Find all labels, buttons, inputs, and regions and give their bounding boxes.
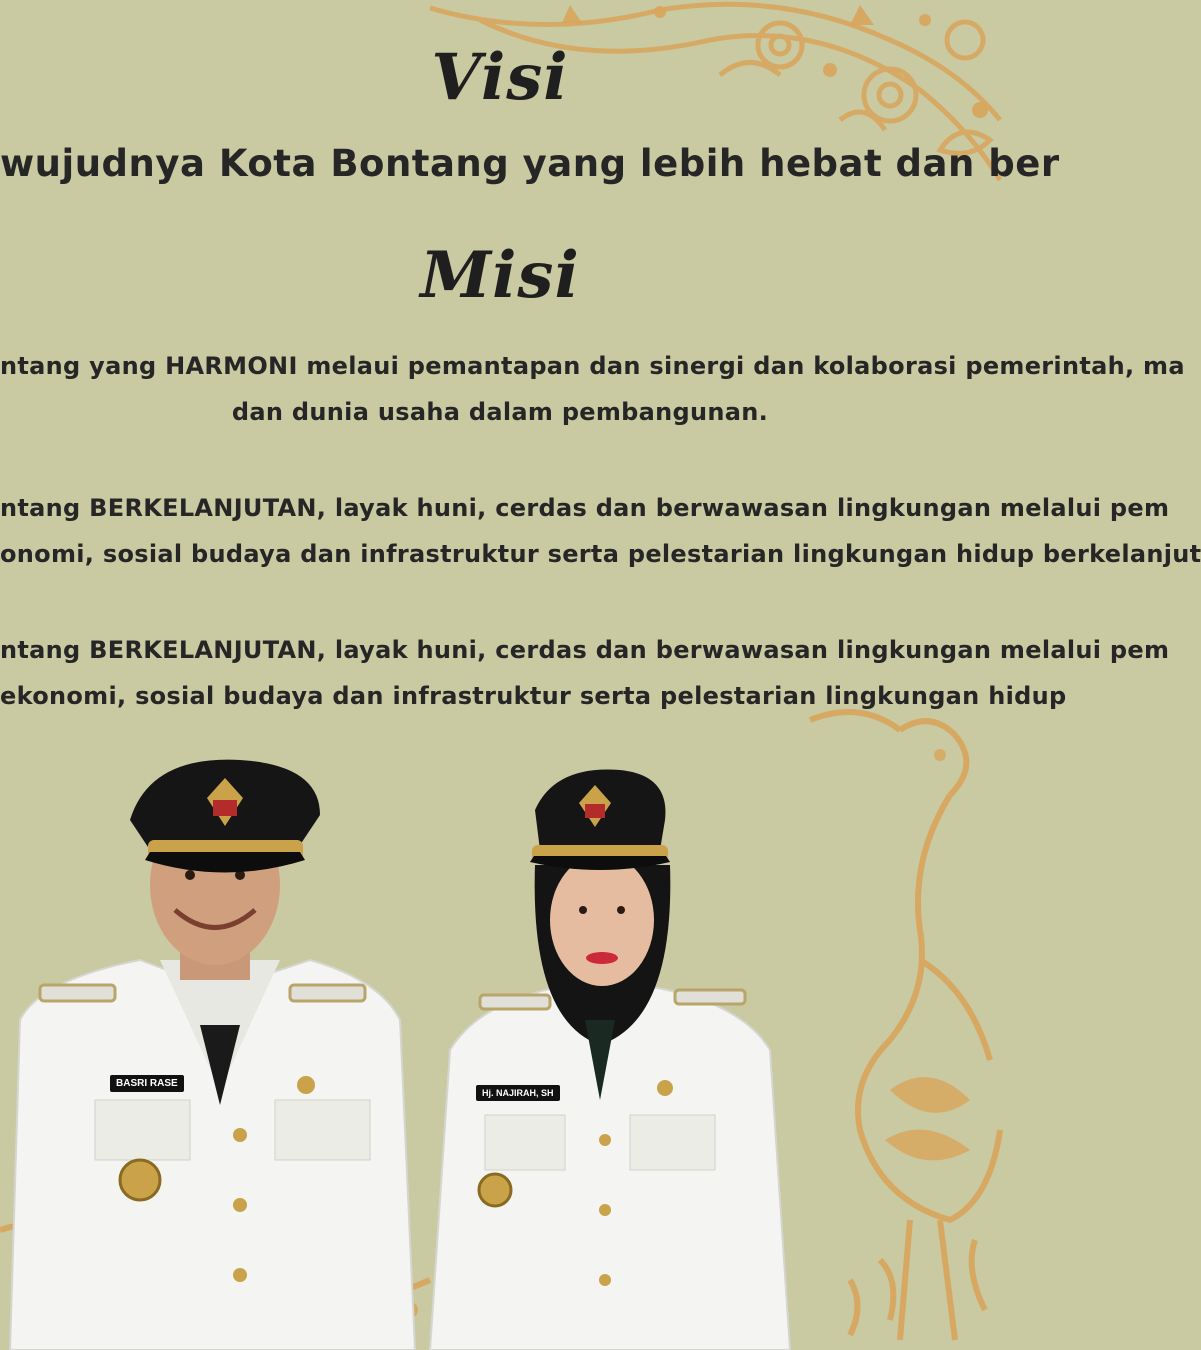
misi-item-3-line-1: ntang BERKELANJUTAN, layak huni, cerdas dan berwawasan lingkungan melalui pem — [0, 636, 1170, 664]
misi-item-1-line-1: ntang yang HARMONI melaui pemantapan dan sinergi dan kolaborasi pemerintah, ma — [0, 352, 1185, 380]
visi-statement: wujudnya Kota Bontang yang lebih hebat dan ber — [0, 142, 1060, 185]
nametag-left: BASRI RASE — [110, 1075, 184, 1092]
misi-title: Misi — [420, 238, 580, 313]
nametag-right: Hj. NAJIRAH, SH — [476, 1085, 560, 1101]
crane-ornament — [790, 660, 1000, 1350]
misi-item-2-line-2: onomi, sosial budaya dan infrastruktur serta pelestarian lingkungan hidup berkelanjut — [0, 540, 1201, 568]
misi-item-1-line-2: dan dunia usaha dalam pembangunan. — [231, 398, 769, 426]
portrait-vice-mayor — [420, 770, 800, 1350]
visi-title: Visi — [431, 40, 569, 115]
misi-item-2-line-1: ntang BERKELANJUTAN, layak huni, cerdas dan berwawasan lingkungan melalui pem — [0, 494, 1170, 522]
portrait-mayor — [0, 760, 420, 1350]
misi-item-3-line-2: ekonomi, sosial budaya dan infrastruktur serta pelestarian lingkungan hidup — [0, 682, 1067, 710]
